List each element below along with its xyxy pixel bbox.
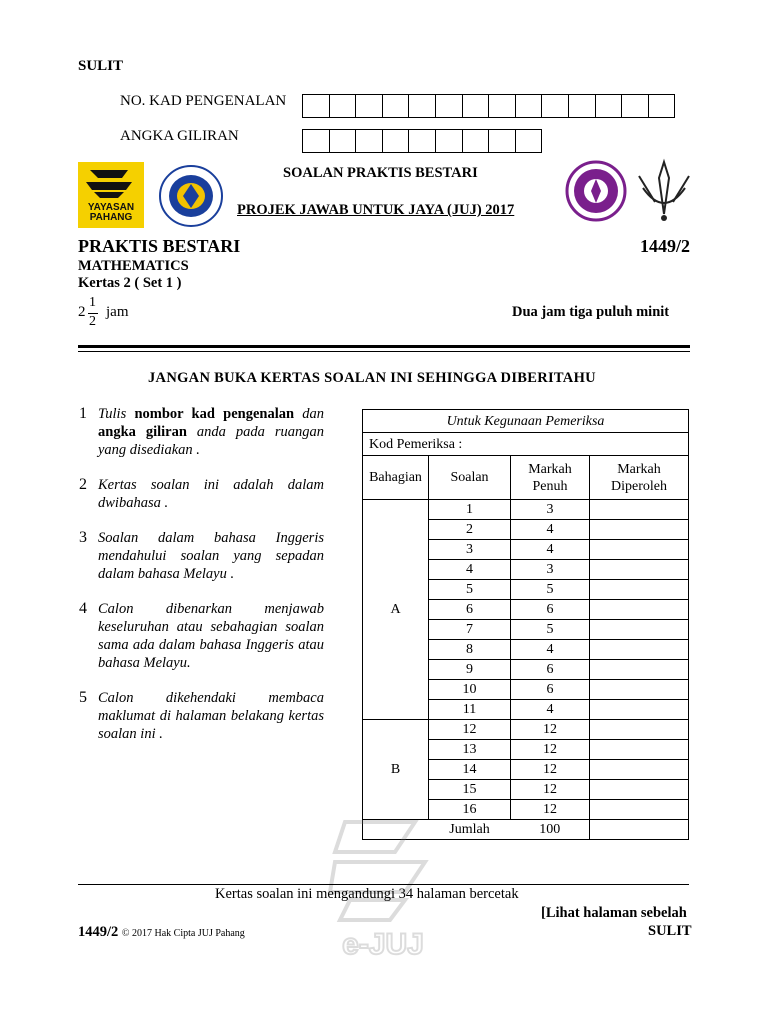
jpn-pahang-logo: [158, 164, 224, 228]
jumlah-label: Jumlah: [429, 820, 511, 840]
obtained-mark-cell[interactable]: [590, 640, 689, 660]
question-number: 10: [429, 680, 511, 700]
question-number: 12: [429, 720, 511, 740]
giliran-boxes[interactable]: [303, 129, 542, 153]
obtained-mark-cell[interactable]: [590, 540, 689, 560]
obtained-mark-cell[interactable]: [590, 680, 689, 700]
obtained-mark-cell[interactable]: [590, 720, 689, 740]
svg-text:YAYASAN: YAYASAN: [87, 202, 135, 213]
question-number: 4: [429, 560, 511, 580]
table-title: Untuk Kegunaan Pemeriksa: [363, 410, 689, 433]
giliran-label: ANGKA GILIRAN: [120, 128, 239, 144]
full-mark: 4: [511, 700, 590, 720]
header-rule-thin: [78, 351, 690, 352]
question-number: 8: [429, 640, 511, 660]
section-a-label: A: [363, 500, 429, 720]
table-row: [363, 720, 689, 740]
question-number: 13: [429, 740, 511, 760]
duration-text: Dua jam tiga puluh minit: [512, 304, 670, 320]
title-projek-juj: PROJEK JAWAB UNTUK JAYA (JUJ) 2017: [237, 202, 515, 218]
full-mark: 4: [511, 640, 590, 660]
jumlah-value: 100: [511, 820, 590, 840]
instructions-list: 1 Tulis nombor kad pengenalan dan angka giliran anda pada ruangan yang disediakan . 2 Kertas soalan ini adalah dalam dwibahasa . 3 Soalan dalam bahasa Inggeris mendahului soalan yang sepadan dalam bahasa Melayu . 4 Calon dibenarkan menjawab keseluruhan atau sebahagian soalan sama ada dalam bahasa Inggeris atau bahasa Melayu. 5 Calon dikehendaki membaca maklumat di halaman belakang kertas soalan ini .: [79, 405, 325, 742]
obtained-mark-cell[interactable]: [590, 660, 689, 680]
obtained-mark-cell[interactable]: [590, 740, 689, 760]
obtained-mark-cell[interactable]: [590, 580, 689, 600]
header-markah-penuh: Markah Penuh: [511, 456, 590, 500]
examiner-table: [362, 409, 689, 840]
obtained-mark-cell[interactable]: [590, 700, 689, 720]
ic-number-boxes[interactable]: [303, 94, 675, 118]
question-number: 11: [429, 700, 511, 720]
duration-fraction: 2 1 2 jam: [78, 295, 129, 329]
question-number: 7: [429, 620, 511, 640]
obtained-mark-cell[interactable]: [590, 780, 689, 800]
header-soalan: Soalan: [429, 456, 511, 500]
sulit-label-bottom: SULIT: [648, 923, 692, 939]
header-bahagian: Bahagian: [363, 456, 429, 500]
subject-name: MATHEMATICS: [78, 258, 189, 274]
full-mark: 4: [511, 520, 590, 540]
warning-heading: JANGAN BUKA KERTAS SOALAN INI SEHINGGA DIBERITAHU: [148, 370, 596, 386]
footer-copyright: 1449/2 © 2017 Hak Cipta JUJ Pahang: [78, 924, 245, 940]
question-number: 16: [429, 800, 511, 820]
full-mark: 6: [511, 600, 590, 620]
svg-text:PAHANG: PAHANG: [89, 212, 133, 223]
footer-rule: [78, 884, 689, 885]
full-mark: 4: [511, 540, 590, 560]
sulit-label-top: SULIT: [78, 58, 124, 74]
question-number: 9: [429, 660, 511, 680]
kod-pemeriksa[interactable]: Kod Pemeriksa :: [363, 433, 689, 456]
full-mark: 3: [511, 560, 590, 580]
full-mark: 5: [511, 580, 590, 600]
pahang-crest-logo: [635, 158, 693, 224]
ic-label: NO. KAD PENGENALAN: [120, 93, 287, 109]
full-mark: 5: [511, 620, 590, 640]
question-number: 6: [429, 600, 511, 620]
table-body: [363, 500, 689, 820]
obtained-mark-cell[interactable]: [590, 800, 689, 820]
paper-code: 1449/2: [640, 236, 691, 256]
full-mark: 12: [511, 740, 590, 760]
full-mark: 6: [511, 680, 590, 700]
title-soalan-praktis: SOALAN PRAKTIS BESTARI: [283, 165, 478, 181]
yayasan-pahang-logo: [78, 162, 144, 228]
question-number: 5: [429, 580, 511, 600]
header-rule-thick: [78, 345, 690, 348]
header-markah-diperoleh: Markah Diperoleh: [590, 456, 689, 500]
obtained-mark-cell[interactable]: [590, 500, 689, 520]
obtained-mark-cell[interactable]: [590, 520, 689, 540]
question-number: 1: [429, 500, 511, 520]
question-number: 3: [429, 540, 511, 560]
next-page-text: [Lihat halaman sebelah: [541, 905, 687, 921]
full-mark: 12: [511, 760, 590, 780]
svg-text:e-JUJ: e-JUJ: [342, 928, 424, 961]
full-mark: 3: [511, 500, 590, 520]
table-row: [363, 500, 689, 520]
question-number: 2: [429, 520, 511, 540]
page-count-text: Kertas soalan ini mengandungi 34 halaman bercetak: [215, 886, 519, 902]
full-mark: 12: [511, 720, 590, 740]
question-number: 15: [429, 780, 511, 800]
obtained-mark-cell[interactable]: [590, 620, 689, 640]
juj-purple-logo: [565, 160, 627, 222]
section-b-label: B: [363, 720, 429, 820]
obtained-mark-cell[interactable]: [590, 600, 689, 620]
paper-name: PRAKTIS BESTARI: [78, 236, 241, 256]
question-number: 14: [429, 760, 511, 780]
full-mark: 12: [511, 780, 590, 800]
full-mark: 12: [511, 800, 590, 820]
full-mark: 6: [511, 660, 590, 680]
obtained-mark-cell[interactable]: [590, 760, 689, 780]
obtained-mark-cell[interactable]: [590, 560, 689, 580]
kertas-label: Kertas 2 ( Set 1 ): [78, 275, 182, 291]
jumlah-diperoleh-cell[interactable]: [590, 820, 689, 840]
